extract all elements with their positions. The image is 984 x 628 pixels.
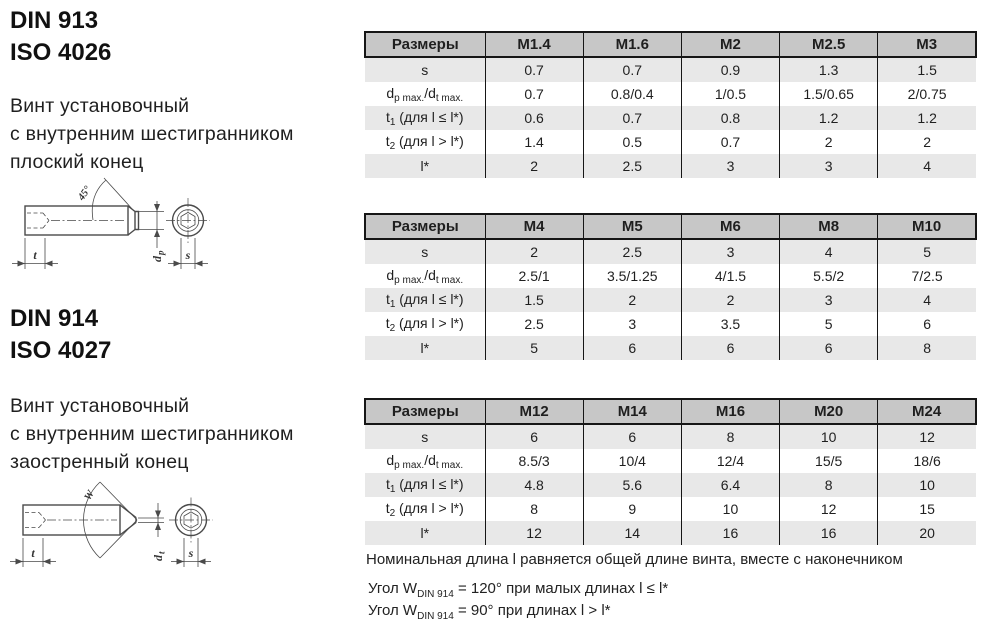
value-cell: 6.4 bbox=[681, 473, 779, 497]
end-view-centerlines bbox=[166, 198, 210, 243]
description-line: Винт установочный bbox=[10, 95, 190, 117]
value-cell: 3.5/1.25 bbox=[583, 264, 681, 288]
value-cell: 2.5 bbox=[583, 154, 681, 178]
value-cell: 3 bbox=[681, 154, 779, 178]
value-cell: 8 bbox=[780, 473, 878, 497]
value-cell: 12 bbox=[485, 521, 583, 545]
value-cell: 12/4 bbox=[681, 449, 779, 473]
value-cell: 1.3 bbox=[780, 57, 878, 82]
note-text: Угол W bbox=[368, 602, 418, 619]
hex-socket-hidden-lines bbox=[25, 513, 46, 528]
description-line: заостренный конец bbox=[10, 451, 189, 473]
value-cell: 6 bbox=[583, 424, 681, 449]
value-cell: 15 bbox=[878, 497, 976, 521]
value-cell: 0.7 bbox=[583, 57, 681, 82]
row-label: l* bbox=[420, 525, 430, 541]
row-label: $d_{p max.}/d_{t max.}$ bbox=[386, 451, 464, 471]
value-cell: 16 bbox=[681, 521, 779, 545]
angle-note-120 bbox=[368, 580, 668, 600]
note-subscript: DIN 914 bbox=[417, 589, 454, 600]
value-cell: 2 bbox=[485, 154, 583, 178]
angle-note-90 bbox=[368, 602, 611, 622]
value-cell: 2 bbox=[878, 130, 976, 154]
value-cell: 6 bbox=[878, 312, 976, 336]
value-cell: 5 bbox=[780, 312, 878, 336]
din913-drawing bbox=[5, 168, 240, 298]
t-dimension-label: t bbox=[33, 248, 37, 262]
chamfer-angle-label: 45° bbox=[76, 184, 94, 203]
value-cell: 1.2 bbox=[878, 106, 976, 130]
cone-point-tip bbox=[120, 505, 136, 535]
description-line: Винт установочный bbox=[10, 395, 190, 417]
size-column-header: M8 bbox=[780, 214, 878, 239]
table-row bbox=[365, 497, 976, 521]
table-header-row bbox=[365, 399, 976, 424]
iso4027-label: ISO 4027 bbox=[10, 337, 112, 364]
table-row bbox=[365, 106, 976, 130]
value-cell: 4 bbox=[878, 288, 976, 312]
value-cell: 0.7 bbox=[681, 130, 779, 154]
s-dimension-label: s bbox=[188, 546, 194, 560]
value-cell: 5 bbox=[485, 336, 583, 360]
value-cell: 2 bbox=[583, 288, 681, 312]
row-label: s bbox=[421, 244, 429, 260]
table-row bbox=[365, 154, 976, 178]
row-header-cell: Размеры bbox=[365, 32, 485, 57]
svg-text:p: p bbox=[155, 250, 166, 255]
nominal-length-note bbox=[366, 551, 903, 568]
size-column-header: M2.5 bbox=[780, 32, 878, 57]
value-cell: 2.5 bbox=[485, 312, 583, 336]
din914-label: DIN 914 bbox=[10, 305, 99, 332]
size-column-header: M6 bbox=[681, 214, 779, 239]
dp-dimension-label bbox=[150, 250, 166, 262]
value-cell: 5 bbox=[878, 239, 976, 264]
description-line: с внутренним шестигранником bbox=[10, 423, 294, 445]
value-cell: 1.4 bbox=[485, 130, 583, 154]
table-row bbox=[365, 57, 976, 82]
description-line: с внутренним шестигранником bbox=[10, 123, 294, 145]
table-row bbox=[365, 521, 976, 545]
value-cell: 16 bbox=[780, 521, 878, 545]
table-row bbox=[365, 312, 976, 336]
table-row bbox=[365, 264, 976, 288]
value-cell: 18/6 bbox=[878, 449, 976, 473]
size-column-header: M24 bbox=[878, 399, 976, 424]
value-cell: 6 bbox=[780, 336, 878, 360]
size-column-header: M3 bbox=[878, 32, 976, 57]
value-cell: 8.5/3 bbox=[485, 449, 583, 473]
row-label: $d_{p max.}/d_{t max.}$ bbox=[386, 84, 464, 104]
value-cell: 0.7 bbox=[485, 82, 583, 106]
size-column-header: M4 bbox=[485, 214, 583, 239]
value-cell: 0.7 bbox=[583, 106, 681, 130]
value-cell: 3 bbox=[780, 288, 878, 312]
value-cell: 2 bbox=[780, 130, 878, 154]
value-cell: 4 bbox=[780, 239, 878, 264]
table-header-row bbox=[365, 214, 976, 239]
value-cell: 1.5 bbox=[485, 288, 583, 312]
row-label: l* bbox=[420, 340, 430, 356]
din914-drawing bbox=[5, 466, 240, 596]
table-row bbox=[365, 449, 976, 473]
value-cell: 10 bbox=[878, 473, 976, 497]
value-cell: 6 bbox=[485, 424, 583, 449]
table-row bbox=[365, 336, 976, 360]
value-cell: 6 bbox=[583, 336, 681, 360]
value-cell: 2/0.75 bbox=[878, 82, 976, 106]
value-cell: 8 bbox=[681, 424, 779, 449]
din913-description bbox=[10, 92, 294, 176]
dp-extension-lines bbox=[139, 212, 164, 230]
table-row bbox=[365, 473, 976, 497]
table-row bbox=[365, 424, 976, 449]
description-line: плоский конец bbox=[10, 151, 144, 173]
value-cell: 3 bbox=[583, 312, 681, 336]
row-label: $t_1$ (для l ≤ l*) bbox=[385, 475, 464, 495]
dt-dimension-label bbox=[151, 551, 167, 561]
size-column-header: M1.6 bbox=[583, 32, 681, 57]
value-cell: 0.6 bbox=[485, 106, 583, 130]
value-cell: 1.5/0.65 bbox=[780, 82, 878, 106]
row-label: $t_1$ (для l ≤ l*) bbox=[385, 108, 464, 128]
table-row bbox=[365, 288, 976, 312]
end-view-centerlines bbox=[169, 498, 213, 543]
size-column-header: M10 bbox=[878, 214, 976, 239]
iso4026-label: ISO 4026 bbox=[10, 39, 112, 66]
value-cell: 5.6 bbox=[583, 473, 681, 497]
value-cell: 1.2 bbox=[780, 106, 878, 130]
value-cell: 9 bbox=[583, 497, 681, 521]
din913-label: DIN 913 bbox=[10, 7, 99, 34]
size-column-header: M1.4 bbox=[485, 32, 583, 57]
size-column-header: M5 bbox=[583, 214, 681, 239]
row-label: l* bbox=[420, 158, 430, 174]
cone-angle-label: W bbox=[82, 488, 97, 503]
note-subscript: DIN 914 bbox=[417, 611, 454, 622]
size-column-header: M2 bbox=[681, 32, 779, 57]
row-label: $t_2$ (для l > l*) bbox=[385, 314, 464, 334]
value-cell: 2 bbox=[485, 239, 583, 264]
svg-text:t: t bbox=[156, 551, 167, 554]
value-cell: 3 bbox=[780, 154, 878, 178]
value-cell: 8 bbox=[485, 497, 583, 521]
value-cell: 12 bbox=[780, 497, 878, 521]
table-row bbox=[365, 239, 976, 264]
value-cell: 1.5 bbox=[878, 57, 976, 82]
size-column-header: M20 bbox=[780, 399, 878, 424]
row-label: $t_2$ (для l > l*) bbox=[385, 499, 464, 519]
value-cell: 20 bbox=[878, 521, 976, 545]
s-dimension-label: s bbox=[185, 248, 191, 262]
screw-body bbox=[25, 206, 128, 235]
value-cell: 4.8 bbox=[485, 473, 583, 497]
row-header-cell: Размеры bbox=[365, 399, 485, 424]
value-cell: 10 bbox=[780, 424, 878, 449]
value-cell: 5.5/2 bbox=[780, 264, 878, 288]
table-row bbox=[365, 82, 976, 106]
value-cell: 2.5/1 bbox=[485, 264, 583, 288]
row-label: s bbox=[421, 429, 429, 445]
value-cell: 0.7 bbox=[485, 57, 583, 82]
value-cell: 12 bbox=[878, 424, 976, 449]
row-label: $t_2$ (для l > l*) bbox=[385, 132, 464, 152]
value-cell: 4/1.5 bbox=[681, 264, 779, 288]
table-row bbox=[365, 130, 976, 154]
din913-heading bbox=[10, 5, 111, 69]
dimensions-table-m1.4-m3 bbox=[364, 31, 977, 178]
din914-heading bbox=[10, 303, 111, 367]
note-text: Номинальная длина l равняется общей длине винта, вместе с наконечником bbox=[366, 551, 903, 568]
value-cell: 10 bbox=[681, 497, 779, 521]
hex-socket-hidden-lines bbox=[27, 213, 49, 228]
note-text: = 90° при длинах l > l* bbox=[453, 602, 611, 619]
value-cell: 10/4 bbox=[583, 449, 681, 473]
note-text: = 120° при малых длинах l ≤ l* bbox=[453, 580, 669, 597]
size-column-header: M14 bbox=[583, 399, 681, 424]
note-text: Угол W bbox=[368, 580, 418, 597]
value-cell: 6 bbox=[681, 336, 779, 360]
row-header-cell: Размеры bbox=[365, 214, 485, 239]
value-cell: 2 bbox=[681, 288, 779, 312]
row-label: $t_1$ (для l ≤ l*) bbox=[385, 290, 464, 310]
dimensions-table-m4-m10 bbox=[364, 213, 977, 360]
svg-text:d: d bbox=[151, 555, 165, 561]
row-label: $d_{p max.}/d_{t max.}$ bbox=[386, 266, 464, 286]
value-cell: 7/2.5 bbox=[878, 264, 976, 288]
value-cell: 0.8/0.4 bbox=[583, 82, 681, 106]
t-dimension-label: t bbox=[31, 546, 35, 560]
value-cell: 0.8 bbox=[681, 106, 779, 130]
row-label: s bbox=[421, 62, 429, 78]
value-cell: 0.5 bbox=[583, 130, 681, 154]
value-cell: 0.9 bbox=[681, 57, 779, 82]
value-cell: 3.5 bbox=[681, 312, 779, 336]
table-header-row bbox=[365, 32, 976, 57]
dt-extension-lines bbox=[138, 518, 164, 523]
size-column-header: M16 bbox=[681, 399, 779, 424]
value-cell: 14 bbox=[583, 521, 681, 545]
din914-description bbox=[10, 392, 294, 476]
svg-text:d: d bbox=[150, 256, 164, 262]
value-cell: 8 bbox=[878, 336, 976, 360]
value-cell: 4 bbox=[878, 154, 976, 178]
value-cell: 15/5 bbox=[780, 449, 878, 473]
dimensions-table-m12-m24 bbox=[364, 398, 977, 545]
value-cell: 2.5 bbox=[583, 239, 681, 264]
size-column-header: M12 bbox=[485, 399, 583, 424]
value-cell: 1/0.5 bbox=[681, 82, 779, 106]
value-cell: 3 bbox=[681, 239, 779, 264]
